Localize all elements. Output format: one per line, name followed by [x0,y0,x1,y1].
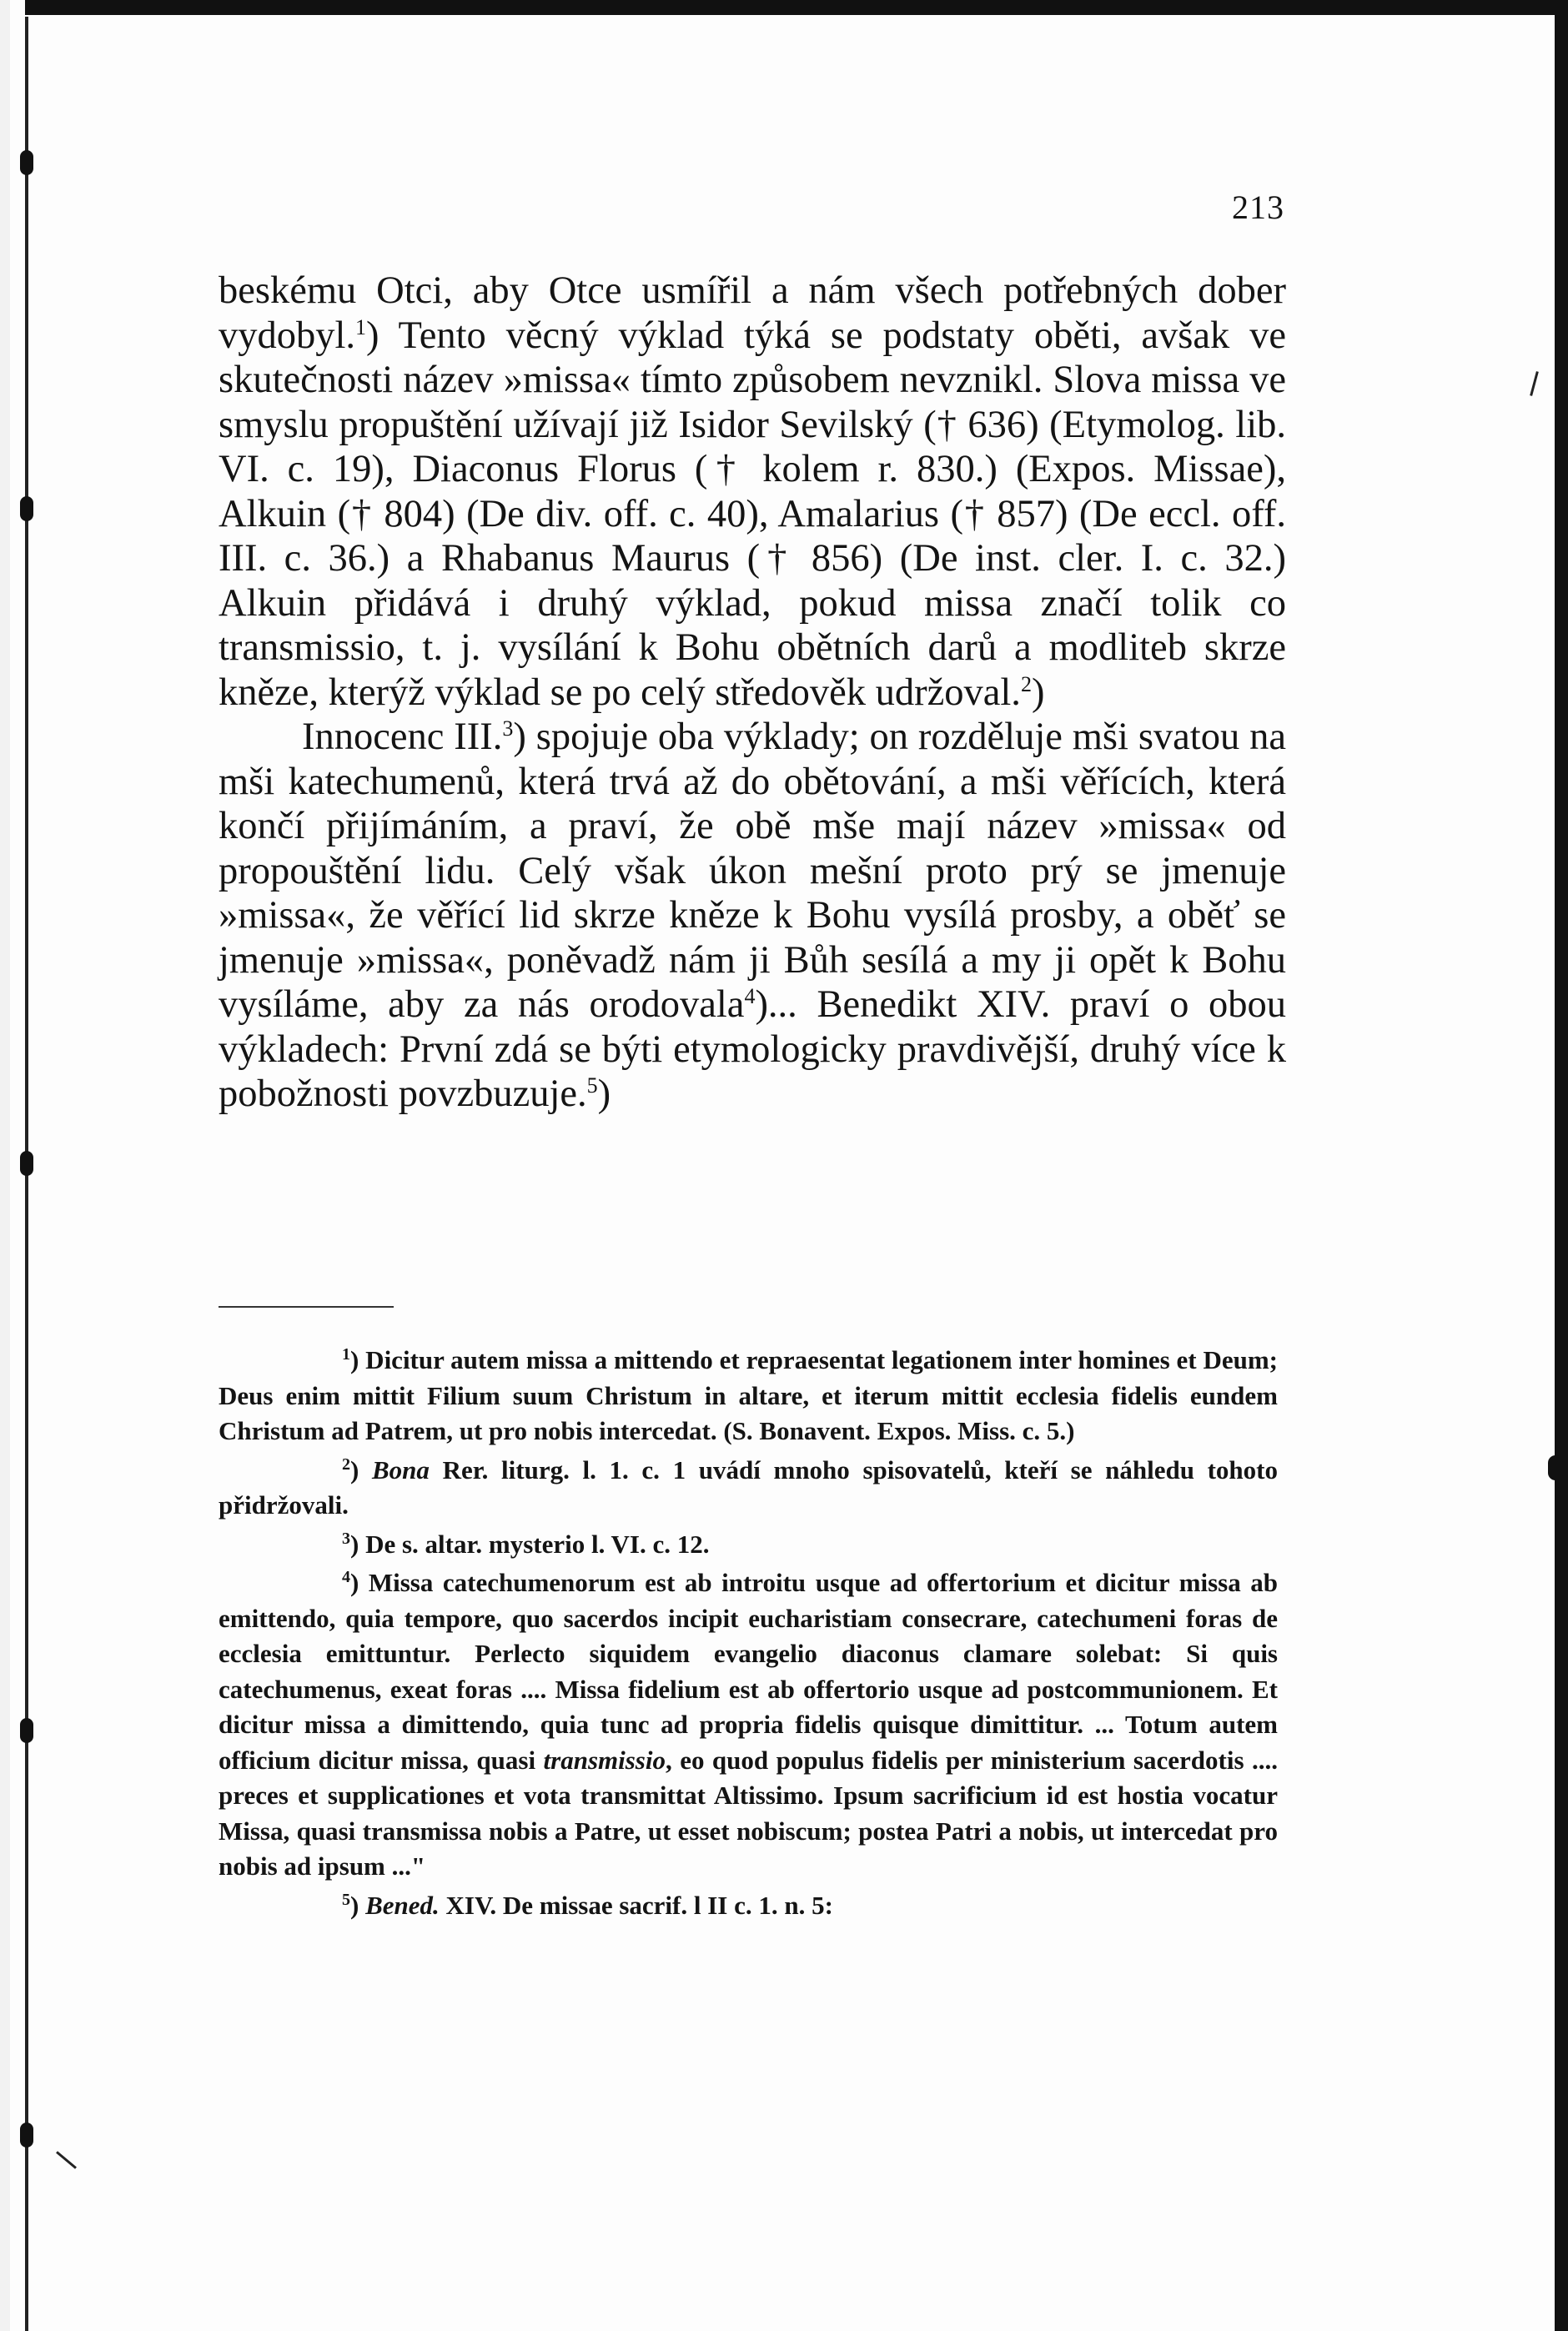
footnote-1 [219,1343,1278,1449]
footnote-author: Bened. [365,1890,440,1920]
scan-left-margin [0,0,10,2331]
footnote-text: ) Missa catechumenorum est ab introitu usque ad offertorium et dicitur missa ab emittendo, quia tempore, quo sacerdos incipit eucharistiam consecrare, catechumeni foras de ecclesia emittuntur. Perlecto siquidem evangelio diaconus clamare solebat: Si quis catechumenus, exeat foras .... Missa fidelium est ab offertorio usque ad postcommunionem. Et dicitur missa a dimittendo, quia tunc ad propria fidelis quisque dimittitur. ... Totum autem officium dicitur missa, quasi [219,1568,1278,1775]
paragraph-1-text-c: ) [1031,671,1045,714]
scan-top-edge [25,0,1564,15]
footnote-text: ) [350,1890,366,1920]
footnote-text: ) [350,1454,372,1485]
binding-hole-mark [20,1718,33,1743]
paragraph-1 [219,269,1286,715]
footnote-mark: 5 [342,1890,350,1909]
footnotes [219,1343,1278,1927]
footnote-text: XIV. De missae sacrif. l II c. 1. n. 5: [439,1890,833,1920]
main-text [219,269,1286,1117]
footnote-ref-4: 4 [744,984,756,1008]
footnote-mark: 4 [342,1568,350,1586]
binding-hole-mark [20,150,33,175]
paragraph-2-text-b: ) spojuje oba výklady; on rozděluje mši svatou na mši katechumenů, která trvá až do obětování, a mši věřících, která končí přijímáním, a praví, že obě mše mají název »missa« od propouštění lidu. Celý však úkon mešní proto prý se jmenuje »missa«, že věřící lid skrze kněze k Bohu vysílá prosby, a oběť se jmenuje »missa«, poněvadž nám ji Bůh sesílá a my ji opět k Bohu vysíláme, aby za nás orodovala [219,716,1286,1026]
footnote-separator [219,1306,394,1308]
footnote-text: ) De s. altar. mysterio l. VI. c. 12. [350,1529,710,1559]
paragraph-1-text-a: beskému Otci, aby Otce usmířil a nám všech potřebných dober vydobyl. [219,269,1286,357]
paragraph-2-text-c: )... Benedikt XIV. praví o obou výkladech: První zdá se býti etymologicky pravdivější, druhý více k pobožnosti povzbuzuje. [219,983,1286,1115]
footnote-5 [219,1888,1278,1924]
footnote-mark: 3 [342,1529,350,1548]
binding-hole-mark [20,2123,33,2148]
footnote-text: , eo quod populus fidelis per ministerium sacerdotis .... preces et supplicationes et vota transmittat Altissimo. Ipsum sacrificium id est hostia vocatur Missa, quasi transmissa nobis a Patre, ut esset nobiscum; postea Patri a nobis, ut intercedat pro nobis ad ipsum ..." [219,1745,1278,1881]
scan-right-edge [1555,0,1568,2331]
paragraph-2-text-d: ) [597,1073,611,1115]
paragraph-2-text-a: Innocenc III. [302,716,503,758]
footnote-3 [219,1527,1278,1563]
footnote-2 [219,1453,1278,1524]
footnote-ref-1: 1 [355,314,367,339]
scan-speck [56,2151,77,2169]
binding-hole-mark [1548,1455,1563,1480]
footnote-ref-3: 3 [502,716,514,741]
footnote-4 [219,1565,1278,1885]
binding-hole-mark [20,1151,33,1176]
scan-speck [1530,371,1539,396]
binding-hole-mark [20,496,33,521]
footnote-ref-5: 5 [586,1073,598,1098]
footnote-mark: 1 [342,1345,350,1364]
footnote-text: ) Dicitur autem missa a mittendo et repraesentat legationem inter homines et Deum; Deus enim mittit Filium suum Christum in altare, et iterum mittit ecclesia fidelis eundem Christum ad Patrem, ut pro nobis intercedat. (S. Bonavent. Expos. Miss. c. 5.) [219,1345,1278,1445]
paragraph-1-text-b: ) Tento věcný výklad týká se podstaty oběti, avšak ve skutečnosti název »missa« tímto způsobem nevznikl. Slova missa ve smyslu propuštění užívají již Isidor Sevilský († 636) (Etymolog. lib. VI. c. 19), Diaconus Florus († kolem r. 830.) (Expos. Missae), Alkuin († 804) (De div. off. c. 40), Amalarius († 857) (De eccl. off. III. c. 36.) a Rhabanus Maurus († 856) (De inst. cler. I. c. 32.) Alkuin přidává i druhý výklad, pokud missa značí tolik co transmissio, t. j. vysílání k Bohu obětních darů a modliteb skrze kněze, kterýž výklad se po celý středověk udržoval. [219,314,1286,714]
footnote-text: Rer. liturg. l. 1. c. 1 uvádí mnoho spisovatelů, kteří se náhledu tohoto přidržovali. [219,1454,1278,1520]
page-number: 213 [1232,188,1284,226]
footnote-italic-term: transmissio [543,1745,666,1775]
footnote-mark: 2 [342,1454,350,1474]
paragraph-2 [219,715,1286,1117]
footnote-author: Bona [371,1454,430,1485]
footnote-ref-2: 2 [1020,671,1032,696]
